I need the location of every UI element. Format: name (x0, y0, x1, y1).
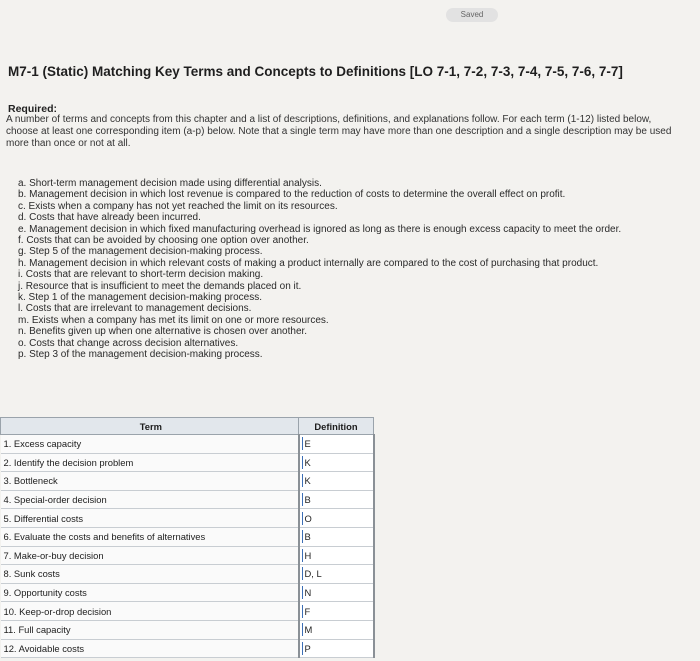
definition-answer: K (302, 474, 311, 487)
definition-input[interactable] (299, 620, 374, 639)
definition-item: m. Exists when a company has met its limit on one or more resources. (18, 314, 329, 326)
definition-answer: D, L (302, 567, 322, 580)
term-cell: 4. Special-order decision (1, 490, 299, 509)
term-column-header: Term (1, 418, 299, 435)
table-row (1, 490, 374, 509)
definition-answer: B (302, 530, 311, 543)
definition-input[interactable] (299, 639, 374, 658)
required-instructions: A number of terms and concepts from this chapter and a list of descriptions, definitions, and explanations follow. For each term (1-12) listed below, choose at least one corresponding item (a-p) below. Note that a single term may have more than one description and a single description may be used more than once or not at all. (6, 114, 672, 149)
matching-table (0, 417, 375, 658)
definition-input[interactable] (299, 583, 374, 602)
definition-item: h. Management decision in which relevant costs of making a product internally are compared to the cost of purchasing that product. (18, 257, 599, 269)
definition-answer: F (302, 605, 311, 618)
table-row (1, 509, 374, 528)
table-row (1, 602, 374, 621)
table-row (1, 453, 374, 472)
definition-item: f. Costs that can be avoided by choosing one option over another. (18, 235, 309, 247)
definition-answer: E (302, 437, 311, 450)
definition-item: j. Resource that is insufficient to meet the demands placed on it. (18, 280, 302, 292)
term-cell: 7. Make-or-buy decision (1, 546, 299, 565)
saved-status-badge: Saved (446, 8, 498, 22)
term-cell: 6. Evaluate the costs and benefits of alternatives (1, 527, 299, 546)
definition-item: i. Costs that are relevant to short-term decision making. (18, 269, 264, 281)
definition-answer: P (302, 642, 311, 655)
table-row (1, 472, 374, 491)
table-row (1, 639, 374, 658)
definition-item: o. Costs that change across decision alternatives. (18, 337, 239, 349)
table-row (1, 435, 374, 454)
definition-input[interactable] (299, 602, 374, 621)
definition-item: l. Costs that are irrelevant to management decisions. (18, 303, 252, 315)
term-cell: 1. Excess capacity (1, 435, 299, 454)
term-cell: 9. Opportunity costs (1, 583, 299, 602)
term-cell: 3. Bottleneck (1, 472, 299, 491)
definition-answer: N (302, 586, 312, 599)
definition-item: c. Exists when a company has not yet reached the limit on its resources. (18, 200, 338, 212)
table-header-row (1, 418, 374, 435)
definition-column-header: Definition (299, 418, 374, 435)
definition-answer: H (302, 549, 312, 562)
definition-input[interactable] (299, 435, 374, 454)
definition-input[interactable] (299, 546, 374, 565)
definition-item: a. Short-term management decision made using differential analysis. (18, 178, 322, 189)
term-cell: 11. Full capacity (1, 620, 299, 639)
term-cell: 2. Identify the decision problem (1, 453, 299, 472)
term-cell: 10. Keep-or-drop decision (1, 602, 299, 621)
definition-answer: O (302, 512, 312, 525)
table-row (1, 620, 374, 639)
definition-input[interactable] (299, 527, 374, 546)
definition-input[interactable] (299, 472, 374, 491)
required-label: Required: (8, 103, 58, 115)
definitions-list (18, 178, 683, 361)
table-row (1, 583, 374, 602)
definition-answer: B (302, 493, 311, 506)
term-cell: 5. Differential costs (1, 509, 299, 528)
term-cell: 8. Sunk costs (1, 565, 299, 584)
definition-input[interactable] (299, 565, 374, 584)
definition-item: b. Management decision in which lost revenue is compared to the reduction of costs to determine the overall effect on profit. (18, 189, 566, 201)
definition-item: e. Management decision in which fixed manufacturing overhead is ignored as long as there is enough excess capacity to meet the order. (18, 223, 622, 235)
definition-input[interactable] (299, 453, 374, 472)
term-cell: 12. Avoidable costs (1, 639, 299, 658)
page-title: M7-1 (Static) Matching Key Terms and Concepts to Definitions [LO 7-1, 7-2, 7-3, 7-4, 7-5, 7-6, 7-7] (8, 64, 623, 79)
definition-answer: K (302, 456, 311, 469)
table-row (1, 546, 374, 565)
table-row (1, 527, 374, 546)
definition-item: d. Costs that have already been incurred. (18, 212, 201, 224)
definition-answer: M (302, 623, 313, 636)
definition-item: g. Step 5 of the management decision-making process. (18, 246, 263, 258)
definition-input[interactable] (299, 509, 374, 528)
definition-item: k. Step 1 of the management decision-making process. (18, 292, 263, 304)
definition-item: n. Benefits given up when one alternative is chosen over another. (18, 326, 308, 338)
definition-input[interactable] (299, 490, 374, 509)
table-row (1, 565, 374, 584)
definition-item: p. Step 3 of the management decision-making process. (18, 349, 263, 361)
